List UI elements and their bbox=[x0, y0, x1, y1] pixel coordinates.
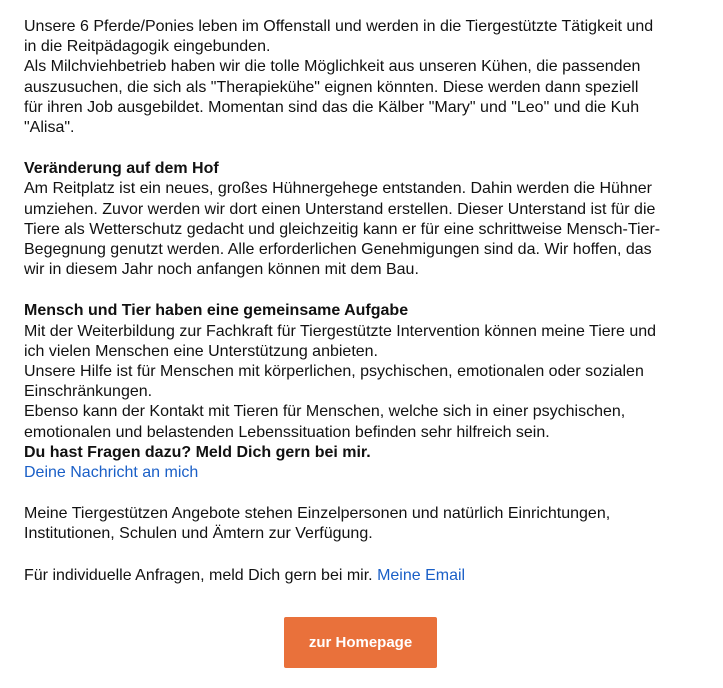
text-line: Als Milchviehbetrieb haben wir die tolle Möglichkeit aus unseren Kühen, die passenden bbox=[24, 58, 641, 76]
text-line: ich vielen Menschen eine Unterstützung anbieten. bbox=[24, 342, 378, 360]
text-line: auszusuchen, die sich als "Therapiekühe" eignen könnten. Diese werden dann speziell bbox=[24, 78, 639, 96]
text-line: wir in diesem Jahr noch anfangen können mit dem Bau. bbox=[24, 261, 419, 279]
text-line: Tiere als Wetterschutz gedacht und gleichzeitig kann er für eine schrittweise Mensch-Tier- bbox=[24, 220, 661, 238]
newsletter-content bbox=[24, 17, 708, 586]
question-text: Du hast Fragen dazu? Meld Dich gern bei mir. bbox=[24, 443, 371, 461]
homepage-button[interactable]: zur Homepage bbox=[284, 617, 437, 668]
spacer bbox=[24, 483, 708, 504]
text-line: umziehen. Zuvor werden wir dort einen Unterstand erstellen. Dieser Unterstand ist für die bbox=[24, 200, 656, 218]
text-line: Unsere Hilfe ist für Menschen mit körperlichen, psychischen, emotionalen oder sozialen bbox=[24, 363, 644, 381]
text-line: Am Reitplatz ist ein neues, großes Hühnergehege entstanden. Dahin werden die Hühner bbox=[24, 180, 652, 198]
text-line: Einschränkungen. bbox=[24, 383, 153, 401]
text-line: Mit der Weiterbildung zur Fachkraft für Tiergestützte Intervention können meine Tiere und bbox=[24, 322, 657, 340]
intro-paragraph bbox=[24, 17, 708, 138]
text-line: Institutionen, Schulen und Ämtern zur Verfügung. bbox=[24, 525, 373, 543]
section-hof bbox=[24, 159, 708, 280]
text-line: "Alisa". bbox=[24, 119, 75, 137]
text-line: für ihren Job ausgebildet. Momentan sind das die Kälber "Mary" und "Leo" und die Kuh bbox=[24, 98, 640, 116]
spacer bbox=[24, 138, 708, 159]
text-line: emotionalen und belastenden Lebenssituation befinden sehr hilfreich sein. bbox=[24, 423, 550, 441]
text-line: Begegnung genutzt werden. Alle erforderlichen Genehmigungen sind da. Wir hoffen, das bbox=[24, 241, 652, 259]
spacer bbox=[24, 280, 708, 301]
contact-paragraph bbox=[24, 566, 708, 586]
text-line: Unsere 6 Pferde/Ponies leben im Offenstall und werden in die Tiergestützte Tätigkeit und bbox=[24, 18, 654, 35]
text-line: in die Reitpädagogik eingebunden. bbox=[24, 38, 271, 56]
section-heading: Veränderung auf dem Hof bbox=[24, 160, 219, 178]
contact-text: Für individuelle Anfragen, meld Dich gern bei mir. bbox=[24, 566, 378, 584]
email-link[interactable]: Meine Email bbox=[377, 566, 466, 584]
offers-paragraph bbox=[24, 504, 708, 544]
text-line: Meine Tiergestützen Angebote stehen Einzelpersonen und natürlich Einrichtungen, bbox=[24, 505, 611, 523]
spacer bbox=[24, 545, 708, 566]
message-link[interactable]: Deine Nachricht an mich bbox=[24, 464, 199, 482]
cta-container bbox=[0, 617, 723, 668]
section-aufgabe bbox=[24, 301, 708, 483]
section-heading: Mensch und Tier haben eine gemeinsame Aufgabe bbox=[24, 302, 409, 320]
text-line: Ebenso kann der Kontakt mit Tieren für Menschen, welche sich in einer psychischen, bbox=[24, 403, 626, 421]
